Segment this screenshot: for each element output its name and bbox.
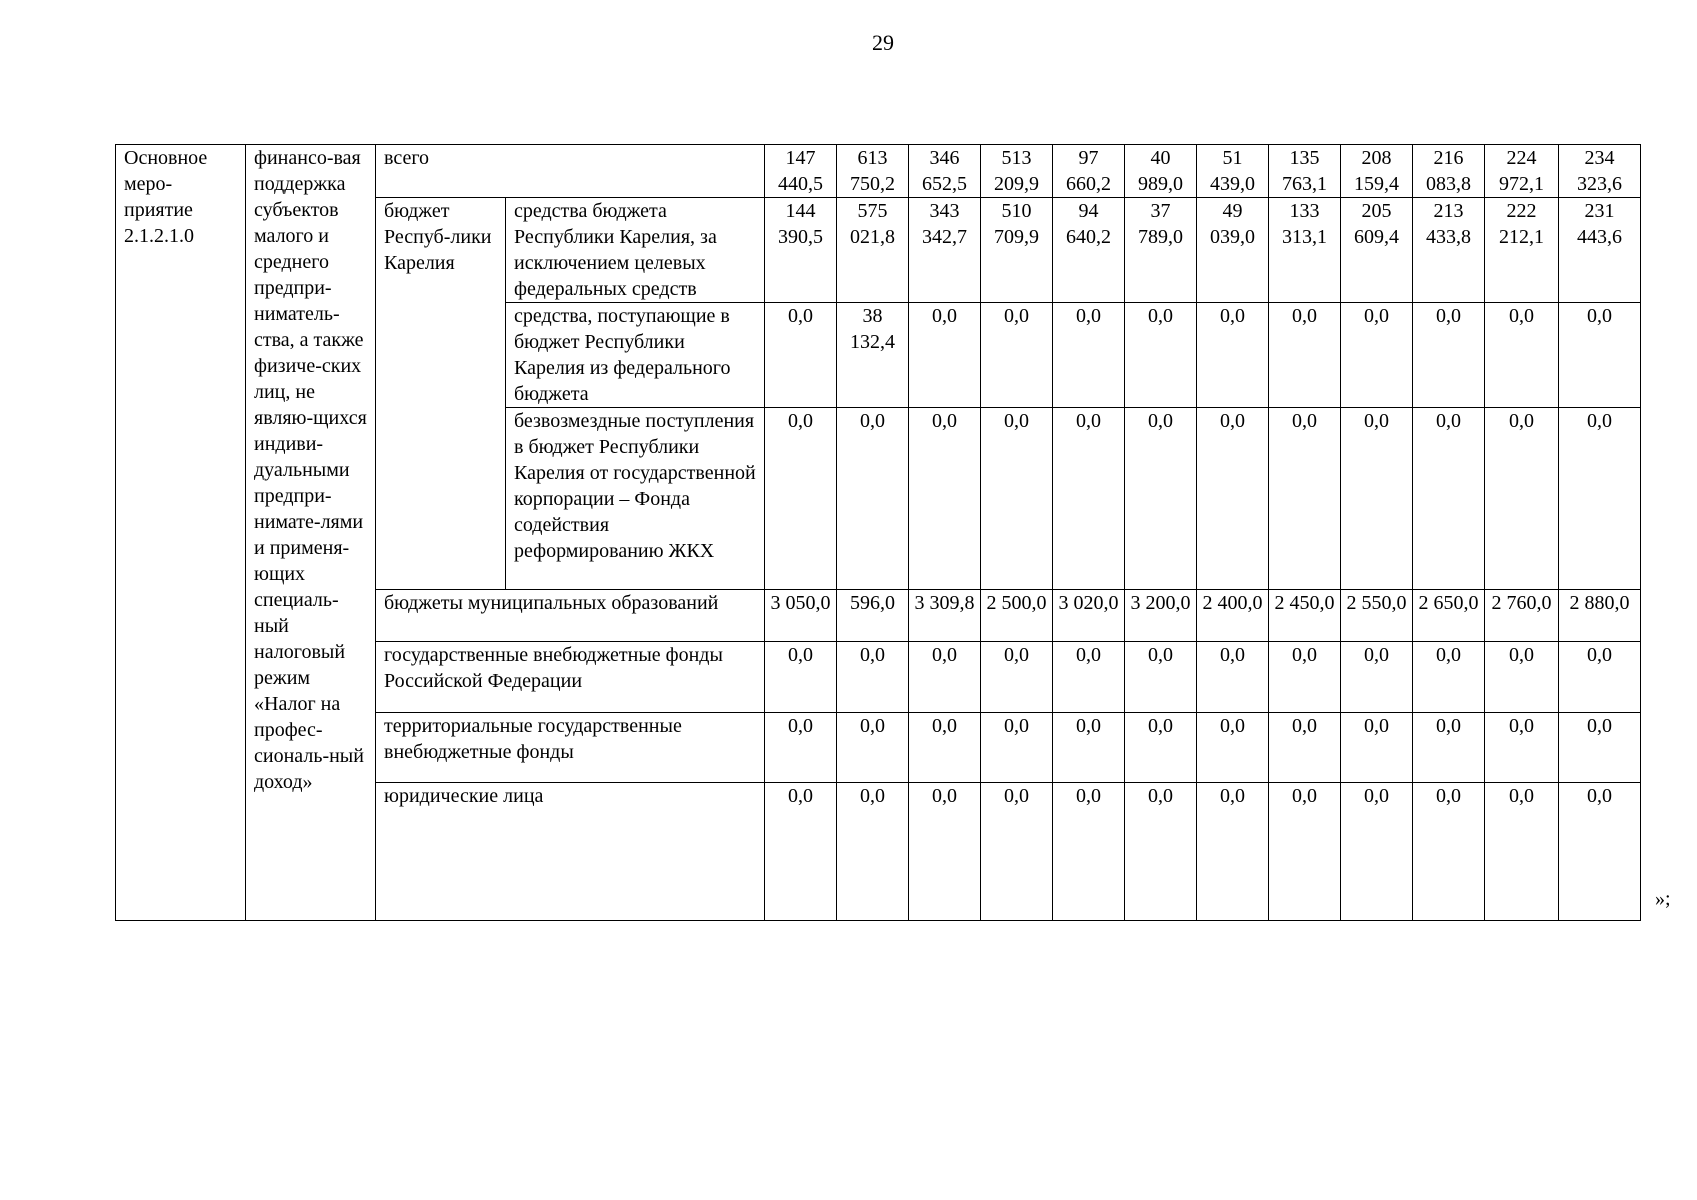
value-cell: 0,0 bbox=[1413, 303, 1485, 408]
value-cell: 0,0 bbox=[1125, 408, 1197, 590]
value-cell: 147 440,5 bbox=[765, 145, 837, 198]
value-cell: 0,0 bbox=[1197, 303, 1269, 408]
value-cell: 0,0 bbox=[1197, 783, 1269, 921]
value-cell: 0,0 bbox=[765, 408, 837, 590]
value-cell: 222 212,1 bbox=[1485, 198, 1559, 303]
value-cell: 0,0 bbox=[1053, 642, 1125, 713]
value-cell: 0,0 bbox=[1125, 303, 1197, 408]
value-cell: 0,0 bbox=[1341, 303, 1413, 408]
value-cell: 0,0 bbox=[1413, 783, 1485, 921]
row-label: бюджеты муниципальных образований bbox=[376, 590, 765, 642]
value-cell: 0,0 bbox=[765, 783, 837, 921]
value-cell: 0,0 bbox=[765, 642, 837, 713]
value-cell: 0,0 bbox=[1485, 783, 1559, 921]
value-cell: 2 760,0 bbox=[1485, 590, 1559, 642]
value-cell: 37 789,0 bbox=[1125, 198, 1197, 303]
value-cell: 0,0 bbox=[1413, 642, 1485, 713]
value-cell: 0,0 bbox=[981, 713, 1053, 783]
value-cell: 0,0 bbox=[1197, 642, 1269, 713]
value-cell: 0,0 bbox=[1485, 303, 1559, 408]
value-cell: 0,0 bbox=[1269, 303, 1341, 408]
row-label: юридические лица bbox=[376, 783, 765, 921]
value-cell: 0,0 bbox=[1341, 642, 1413, 713]
value-cell: 0,0 bbox=[1125, 783, 1197, 921]
value-cell: 144 390,5 bbox=[765, 198, 837, 303]
value-cell: 343 342,7 bbox=[909, 198, 981, 303]
value-cell: 224 972,1 bbox=[1485, 145, 1559, 198]
value-cell: 0,0 bbox=[765, 713, 837, 783]
value-cell: 0,0 bbox=[837, 642, 909, 713]
value-cell: 0,0 bbox=[981, 642, 1053, 713]
value-cell: 0,0 bbox=[1413, 408, 1485, 590]
value-cell: 3 020,0 bbox=[1053, 590, 1125, 642]
row-total bbox=[116, 145, 1641, 198]
value-cell: 0,0 bbox=[765, 303, 837, 408]
value-cell: 208 159,4 bbox=[1341, 145, 1413, 198]
value-cell: 0,0 bbox=[837, 783, 909, 921]
value-cell: 3 309,8 bbox=[909, 590, 981, 642]
value-cell: 596,0 bbox=[837, 590, 909, 642]
value-cell: 2 400,0 bbox=[1197, 590, 1269, 642]
measure-code: Основное меро-приятие 2.1.2.1.0 bbox=[116, 145, 246, 921]
value-cell: 0,0 bbox=[1413, 713, 1485, 783]
value-cell: 0,0 bbox=[1269, 783, 1341, 921]
value-cell: 213 433,8 bbox=[1413, 198, 1485, 303]
value-cell: 0,0 bbox=[1559, 408, 1641, 590]
value-cell: 0,0 bbox=[1559, 783, 1641, 921]
group-label: бюджет Респуб-лики Карелия bbox=[376, 198, 506, 590]
page-number: 29 bbox=[872, 30, 894, 55]
financing-table bbox=[115, 144, 1641, 921]
value-cell: 0,0 bbox=[1341, 783, 1413, 921]
value-cell: 0,0 bbox=[1485, 713, 1559, 783]
value-cell: 94 640,2 bbox=[1053, 198, 1125, 303]
value-cell: 38 132,4 bbox=[837, 303, 909, 408]
value-cell: 49 039,0 bbox=[1197, 198, 1269, 303]
row-label: средства бюджета Республики Карелия, за исключением целевых федеральных средств bbox=[506, 198, 765, 303]
value-cell: 0,0 bbox=[1197, 713, 1269, 783]
value-cell: 133 313,1 bbox=[1269, 198, 1341, 303]
value-cell: 0,0 bbox=[1341, 408, 1413, 590]
measure-title: финансо-вая поддержка субъектов малого и среднего предпри-ниматель-ства, а также физиче-ских лиц, не являю-щихся индиви-дуальными предпри-нимате-лями и применя-ющих специаль-ный налоговый режим «Налог на профес-сиональ-ный доход» bbox=[246, 145, 376, 921]
value-cell: 3 050,0 bbox=[765, 590, 837, 642]
value-cell: 2 500,0 bbox=[981, 590, 1053, 642]
value-cell: 234 323,6 bbox=[1559, 145, 1641, 198]
value-cell: 0,0 bbox=[909, 303, 981, 408]
value-cell: 2 880,0 bbox=[1559, 590, 1641, 642]
value-cell: 2 450,0 bbox=[1269, 590, 1341, 642]
value-cell: 0,0 bbox=[981, 303, 1053, 408]
value-cell: 135 763,1 bbox=[1269, 145, 1341, 198]
value-cell: 0,0 bbox=[909, 642, 981, 713]
value-cell: 0,0 bbox=[837, 713, 909, 783]
value-cell: 0,0 bbox=[1485, 408, 1559, 590]
value-cell: 2 650,0 bbox=[1413, 590, 1485, 642]
value-cell: 231 443,6 bbox=[1559, 198, 1641, 303]
value-cell: 0,0 bbox=[1559, 642, 1641, 713]
value-cell: 0,0 bbox=[909, 713, 981, 783]
value-cell: 216 083,8 bbox=[1413, 145, 1485, 198]
value-cell: 40 989,0 bbox=[1125, 145, 1197, 198]
row-label: территориальные государственные внебюджетные фонды bbox=[376, 713, 765, 783]
value-cell: 0,0 bbox=[1341, 713, 1413, 783]
row-label: всего bbox=[376, 145, 765, 198]
value-cell: 97 660,2 bbox=[1053, 145, 1125, 198]
value-cell: 0,0 bbox=[1269, 408, 1341, 590]
value-cell: 613 750,2 bbox=[837, 145, 909, 198]
row-label: безвозмездные поступления в бюджет Республики Карелия от государственной корпорации – Фонда содействия реформированию ЖКХ bbox=[506, 408, 765, 590]
value-cell: 0,0 bbox=[1559, 713, 1641, 783]
value-cell: 0,0 bbox=[1125, 713, 1197, 783]
row-label: средства, поступающие в бюджет Республики Карелия из федерального бюджета bbox=[506, 303, 765, 408]
value-cell: 0,0 bbox=[1053, 783, 1125, 921]
value-cell: 0,0 bbox=[1053, 408, 1125, 590]
row-label: государственные внебюджетные фонды Российской Федерации bbox=[376, 642, 765, 713]
value-cell: 0,0 bbox=[1053, 303, 1125, 408]
value-cell: 205 609,4 bbox=[1341, 198, 1413, 303]
value-cell: 0,0 bbox=[837, 408, 909, 590]
value-cell: 0,0 bbox=[1269, 713, 1341, 783]
value-cell: 0,0 bbox=[1125, 642, 1197, 713]
value-cell: 0,0 bbox=[1269, 642, 1341, 713]
value-cell: 51 439,0 bbox=[1197, 145, 1269, 198]
value-cell: 2 550,0 bbox=[1341, 590, 1413, 642]
value-cell: 513 209,9 bbox=[981, 145, 1053, 198]
value-cell: 0,0 bbox=[909, 783, 981, 921]
value-cell: 510 709,9 bbox=[981, 198, 1053, 303]
value-cell: 0,0 bbox=[1485, 642, 1559, 713]
value-cell: 0,0 bbox=[1053, 713, 1125, 783]
value-cell: 3 200,0 bbox=[1125, 590, 1197, 642]
value-cell: 346 652,5 bbox=[909, 145, 981, 198]
closing-quote-mark: »; bbox=[1655, 888, 1671, 910]
value-cell: 0,0 bbox=[981, 783, 1053, 921]
value-cell: 0,0 bbox=[1197, 408, 1269, 590]
value-cell: 0,0 bbox=[1559, 303, 1641, 408]
value-cell: 0,0 bbox=[981, 408, 1053, 590]
value-cell: 0,0 bbox=[909, 408, 981, 590]
value-cell: 575 021,8 bbox=[837, 198, 909, 303]
